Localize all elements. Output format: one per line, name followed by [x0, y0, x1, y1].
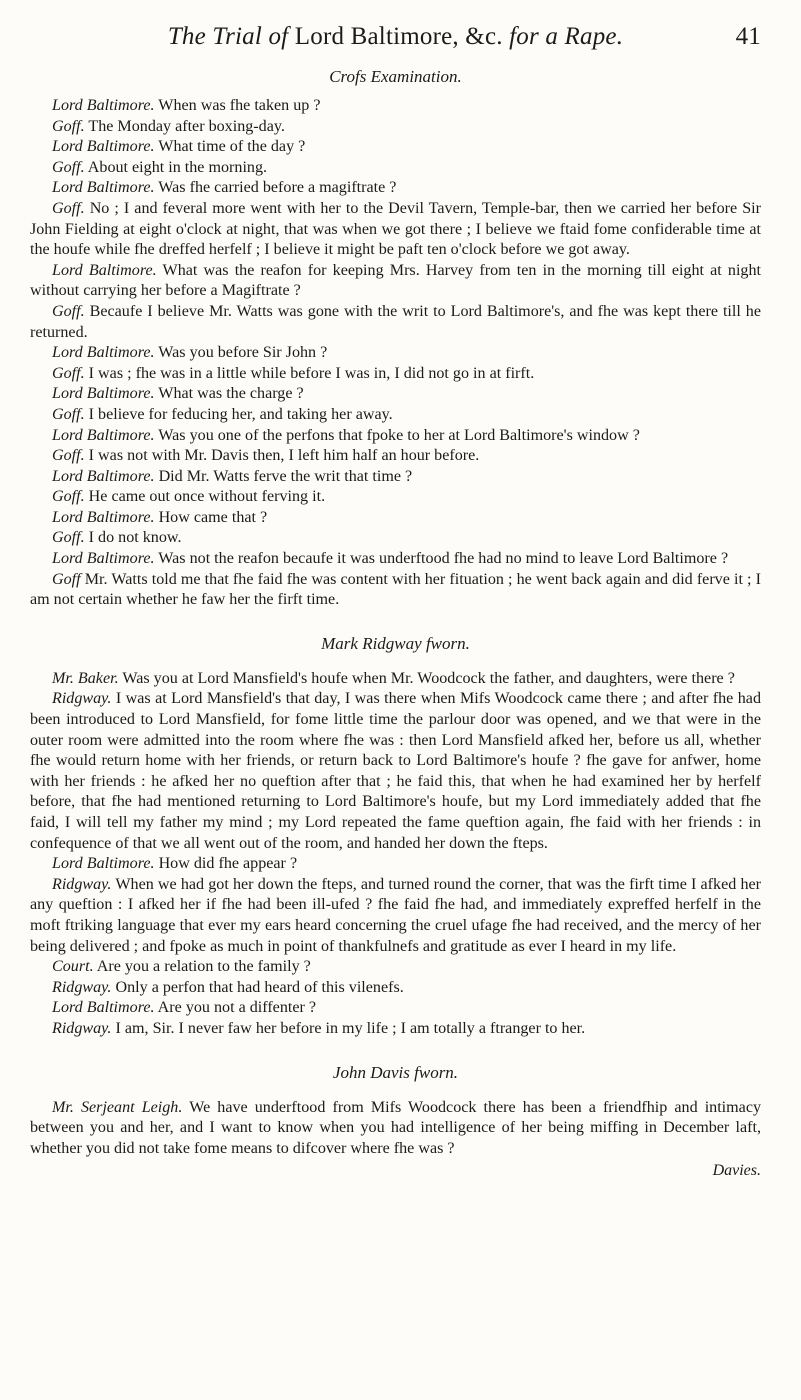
speech-text: I do not know. — [88, 529, 182, 547]
speaker-label: Mr. Baker. — [52, 669, 119, 687]
speaker-label: Court. — [52, 958, 94, 976]
testimony-paragraph — [30, 178, 761, 199]
speech-text: What time of the day ? — [158, 138, 306, 156]
testimony-paragraph — [30, 343, 761, 364]
speech-text: I was not with Mr. Davis then, I left him half an hour before. — [88, 447, 480, 465]
running-head-title-main: Lord Baltimore, &c. — [294, 23, 503, 50]
speech-text: Are you a relation to the family ? — [96, 958, 311, 976]
body-text — [30, 96, 761, 1181]
testimony-paragraph — [30, 384, 761, 405]
testimony-paragraph — [30, 364, 761, 385]
speech-text: I believe for feducing her, and taking her away. — [88, 405, 393, 423]
testimony-paragraph — [30, 549, 761, 570]
testimony-paragraph — [30, 261, 761, 302]
speaker-label: Goff. — [52, 302, 85, 320]
testimony-paragraph — [30, 1019, 761, 1040]
catchword: Davies. — [712, 1162, 761, 1180]
testimony-part-3 — [30, 1098, 761, 1160]
speaker-label: Ridgway. — [52, 1019, 112, 1037]
speaker-label: Goff — [52, 570, 81, 588]
speaker-label: Lord Baltimore. — [52, 508, 155, 526]
testimony-paragraph — [30, 508, 761, 529]
speaker-label: Lord Baltimore. — [52, 97, 155, 114]
speaker-label: Ridgway. — [52, 875, 112, 893]
testimony-paragraph — [30, 978, 761, 999]
speaker-label: Lord Baltimore. — [52, 344, 155, 362]
speech-text: No ; I and feveral more went with her to the Devil Tavern, Temple-bar, then we carried her before Sir John Fielding at eight o'clock at night, that was when we got there ; I believe we ftaid fome confiderable time at the houfe while fhe dreffed herfelf ; I believe it might be paft ten o'clock before we got away. — [30, 199, 761, 259]
speaker-label: Lord Baltimore. — [52, 179, 155, 197]
testimony-paragraph — [30, 528, 761, 549]
speech-text: The Monday after boxing-day. — [88, 117, 285, 135]
speech-text: I am, Sir. I never faw her before in my life ; I am totally a ftranger to her. — [115, 1019, 586, 1037]
testimony-paragraph — [30, 998, 761, 1019]
testimony-paragraph — [30, 96, 761, 117]
testimony-paragraph — [30, 1098, 761, 1160]
speech-text: What was the reafon for keeping Mrs. Harvey from ten in the morning till eight at night without carrying her before a Magiftrate ? — [30, 261, 761, 300]
speech-text: Did Mr. Watts ferve the writ that time ? — [158, 467, 413, 485]
speech-text: He came out once without ferving it. — [88, 488, 326, 506]
testimony-paragraph — [30, 487, 761, 508]
speech-text: How came that ? — [158, 508, 268, 526]
speech-text: Was fhe carried before a magiftrate ? — [158, 179, 397, 197]
testimony-paragraph — [30, 957, 761, 978]
testimony-paragraph — [30, 405, 761, 426]
testimony-part-2 — [30, 669, 761, 1040]
speech-text: Was you at Lord Mansfield's houfe when Mr. Woodcock the father, and daughters, were there ? — [122, 669, 735, 687]
speaker-label: Goff. — [52, 158, 85, 176]
speaker-label: Goff. — [52, 488, 85, 506]
speaker-label: Goff. — [52, 529, 85, 547]
speaker-label: Goff. — [52, 405, 85, 423]
testimony-paragraph — [30, 137, 761, 158]
testimony-part-1 — [30, 96, 761, 611]
speaker-label: Lord Baltimore. — [52, 855, 155, 873]
speaker-label: Lord Baltimore. — [52, 550, 155, 568]
speech-text: I was at Lord Mansfield's that day, I was there when Mifs Woodcock came there ; and after fhe had been introduced to Lord Mansfield, for fome little time the parlour door was opened, and we that were in the outer room were admitted into the room where fhe was : then Lord Mansfield afked her, before us all, whether fhe would return home with her friends, or return back to Lord Baltimore's houfe ? fhe gave for anfwer, home with her friends : he afked her no queftion after that ; he faid this, that when he had examined her by herfelf before, that fhe had mentioned returning to Lord Baltimore's houfe, but my Lord immediately added that fhe faid, I will tell my father my mind ; my Lord repeated the fame queftion again, fhe faid with her friends : in confequence of that we all went out of the room, and handed her down the fteps. — [30, 690, 761, 852]
speech-text: When was fhe taken up ? — [158, 97, 321, 114]
speaker-label: Goff. — [52, 447, 85, 465]
running-head-title-italic: The Trial of — [167, 23, 289, 50]
speech-text: About eight in the morning. — [87, 158, 268, 176]
speech-text: How did fhe appear ? — [158, 855, 298, 873]
speaker-label: Lord Baltimore. — [52, 138, 155, 156]
witness-heading-ridgway: Mark Ridgway fworn. — [321, 633, 470, 653]
speaker-label: Ridgway. — [52, 978, 112, 996]
testimony-paragraph — [30, 854, 761, 875]
testimony-paragraph — [30, 669, 761, 690]
section-heading: Crofs Examination. — [329, 67, 462, 86]
testimony-paragraph — [30, 426, 761, 447]
testimony-paragraph — [30, 158, 761, 179]
testimony-paragraph — [30, 875, 761, 957]
speech-text: Was you one of the perfons that fpoke to her at Lord Baltimore's window ? — [158, 426, 640, 444]
speech-text: Are you not a diffenter ? — [157, 999, 317, 1017]
running-head-title-tail: for a Rape. — [509, 23, 624, 50]
speech-text: We have underftood from Mifs Woodcock there has been a friendfhip and intimacy between you and her, and I want to know when you had intelligence of her being miffing in December laft, whether you did not take fome means to difcover where fhe was ? — [30, 1098, 762, 1157]
witness-heading-davis: John Davis fworn. — [332, 1062, 459, 1082]
speech-text: Was not the reafon becaufe it was underftood fhe had no mind to leave Lord Baltimore ? — [158, 550, 729, 568]
speech-text: Was you before Sir John ? — [158, 344, 328, 362]
page-number: 41 — [735, 23, 761, 50]
speaker-label: Goff. — [52, 199, 85, 217]
testimony-paragraph — [30, 570, 761, 611]
speaker-label: Lord Baltimore. — [52, 385, 155, 403]
speaker-label: Goff. — [52, 117, 85, 135]
speaker-label: Goff. — [52, 364, 85, 382]
speech-text: What was the charge ? — [158, 385, 304, 403]
speech-text: I was ; fhe was in a little while before I was in, I did not go in at firft. — [88, 364, 535, 382]
speaker-label: Lord Baltimore. — [52, 467, 155, 485]
speaker-label: Lord Baltimore. — [52, 426, 155, 444]
testimony-paragraph — [30, 117, 761, 138]
speech-text: When we had got her down the fteps, and turned round the corner, that was the firft time I afked her any queftion : I afked her if fhe had been ill-ufed ? fhe faid fhe had, and immediately expreffed herfelf in the moft ftriking language that ever my ears heard concerning the cruel ufage fhe had received, and the mercy of her being delivered ; and fpoke as much in point of thankfulnefs and gratitude as ever I heard in my life. — [30, 875, 761, 955]
running-head — [30, 14, 761, 60]
speaker-label: Lord Baltimore. — [52, 999, 155, 1017]
speech-text: Mr. Watts told me that fhe faid fhe was content with her fituation ; he went back again and did ferve it ; I am not certain whether he faw her the firft time. — [30, 570, 761, 609]
testimony-paragraph — [30, 446, 761, 467]
speech-text: Becaufe I believe Mr. Watts was gone with the writ to Lord Baltimore's, and fhe was kept there till he returned. — [30, 302, 761, 341]
testimony-paragraph — [30, 199, 761, 261]
speaker-label: Mr. Serjeant Leigh. — [52, 1098, 183, 1116]
speaker-label: Ridgway. — [52, 690, 112, 708]
speaker-label: Lord Baltimore. — [52, 261, 157, 279]
testimony-paragraph — [30, 467, 761, 488]
speech-text: Only a perfon that had heard of this vilenefs. — [115, 978, 404, 996]
testimony-paragraph — [30, 302, 761, 343]
testimony-paragraph — [30, 689, 761, 854]
